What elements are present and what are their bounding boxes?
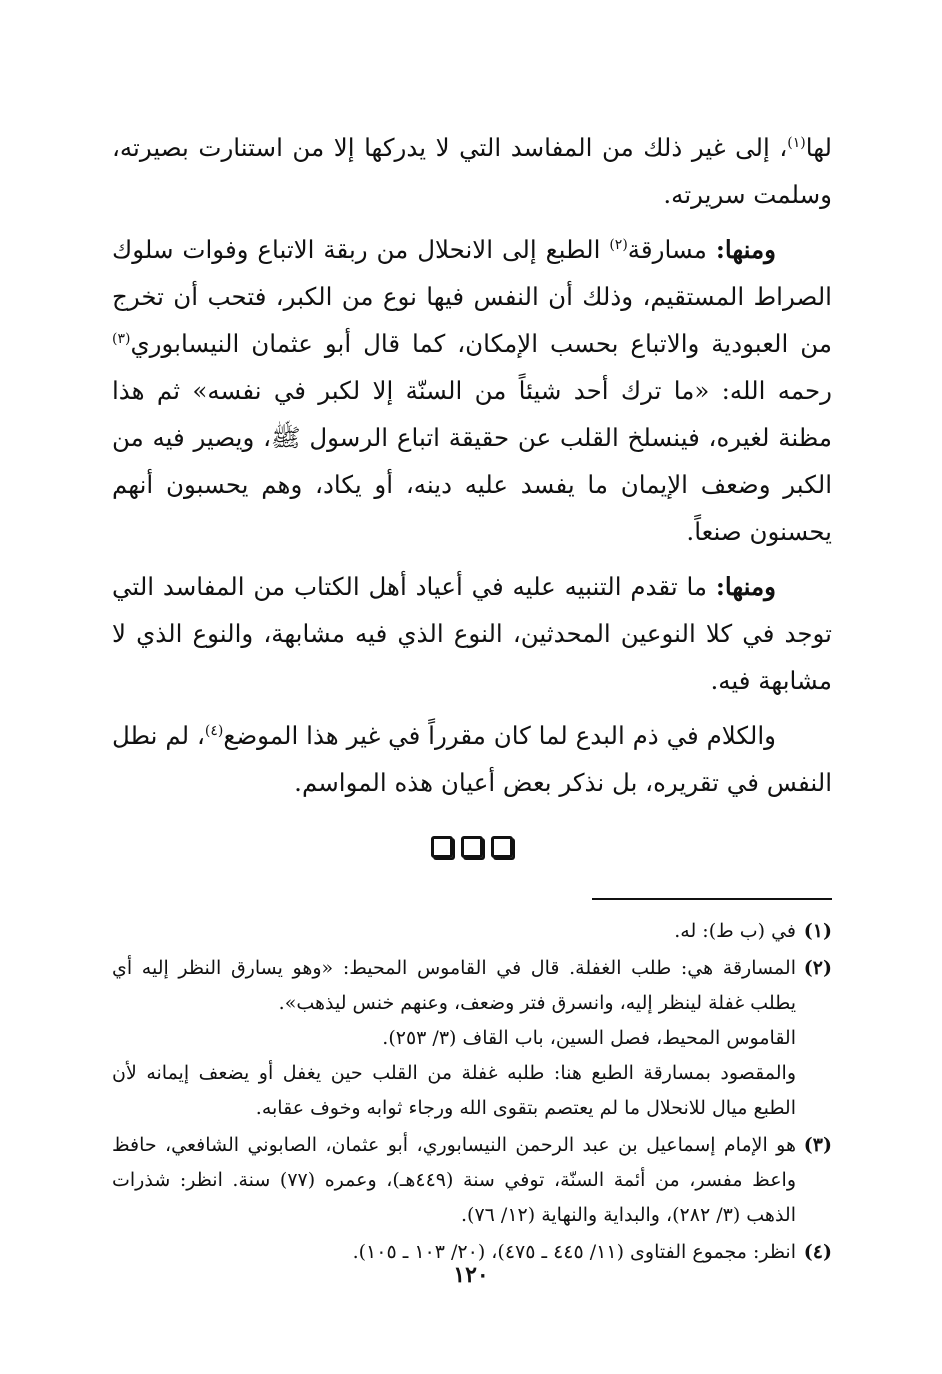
main-text bbox=[112, 124, 832, 806]
paragraph-lead: ومنها: bbox=[715, 572, 776, 601]
footnote-number: (١) bbox=[803, 920, 832, 942]
footnote-number: (٣) bbox=[803, 1134, 832, 1156]
section-separator bbox=[112, 836, 832, 858]
paragraph-1: لها$^{(١)}$، إلى غير ذلك من المفاسد التي لا يدركها إلا من استنارت بصيرته، وسلمت سريرته. bbox=[112, 133, 832, 209]
paragraph-3: ومنها: ما تقدم التنبيه عليه في أعياد أهل الكتاب من المفاسد التي توجد في كلا النوعين المحدثين، النوع الذي فيه مشابهة، والنوع الذي لا مشابهة فيه. bbox=[112, 572, 832, 695]
square-ornament-icon bbox=[431, 836, 453, 858]
paragraph-lead: ومنها: bbox=[715, 235, 777, 264]
footnote-number: (٢) bbox=[803, 957, 832, 979]
footnote-ref-2[interactable]: (٢) bbox=[609, 236, 628, 253]
paragraph-4: والكلام في ذم البدع لما كان مقرراً في غير هذا الموضع$^{(٤)}$، لم نطل النفس في تقريره، بل نذكر بعض أعيان هذه المواسم. bbox=[112, 721, 832, 797]
footnote-text: القاموس المحيط، فصل السين، باب القاف (٣/ ٢٥٣). bbox=[382, 1027, 796, 1049]
footnote-text: انظر: مجموع الفتاوى (١١/ ٤٤٥ ـ ٤٧٥)، (٢٠/ ١٠٣ ـ ١٠٥). bbox=[352, 1241, 796, 1263]
footnote-3 bbox=[112, 1128, 832, 1233]
footnote-2 bbox=[112, 951, 832, 1126]
footnote-divider bbox=[592, 898, 832, 900]
footnotes bbox=[112, 914, 832, 1270]
footnote-ref-3[interactable]: (٣) bbox=[112, 330, 131, 347]
page-number: ١٢٠ bbox=[453, 1262, 489, 1288]
footnote-text: في (ب ط): له. bbox=[674, 920, 796, 942]
footnote-ref-4[interactable]: (٤) bbox=[204, 722, 224, 739]
footnote-text: هو الإمام إسماعيل بن عبد الرحمن النيسابوري، أبو عثمان، الصابوني الشافعي، حافظ واعظ مفسر، من أئمة السنّة، توفي سنة (٤٤٩هـ)، وعمره (٧٧) سنة. انظر: شذرات الذهب (٣/ ٢٨٢)، والبداية والنهاية (١٢/ ٧٦). bbox=[112, 1134, 796, 1226]
square-ornament-icon bbox=[491, 836, 513, 858]
paragraph-2: ومنها: مسارقة$^{(٢)}$ الطبع إلى الانحلال من ربقة الاتباع وفوات سلوك الصراط المستقيم، وذلك أن النفس فيها نوع من الكبر، فتحب أن تخرج من العبودية والاتباع بحسب الإمكان، كما قال أبو عثمان النيسابوري$^{(٣)}$ رحمه الله: «ما ترك أحد شيئاً من السنّة إلا لكبر في نفسه» ثم هذا مظنة لغيره، فينسلخ القلب عن حقيقة اتباع الرسول ﷺ، ويصير فيه من الكبر وضعف الإيمان ما يفسد عليه دينه، أو يكاد، وهم يحسبون أنهم يحسنون صنعاً. bbox=[112, 235, 832, 546]
footnote-number: (٤) bbox=[803, 1241, 832, 1263]
footnote-1 bbox=[112, 914, 832, 949]
footnote-ref-1[interactable]: (١) bbox=[787, 134, 806, 151]
footnote-text: والمقصود بمسارقة الطبع هنا: طلبه غفلة من القلب حين يغفل أو يضعف إيمانه لأن الطبع ميال للانحلال ما لم يعتصم بتقوى الله ورجاء ثوابه وخوف عقابه. bbox=[112, 1062, 796, 1119]
square-ornament-icon bbox=[461, 836, 483, 858]
footnote-text: المسارقة هي: طلب الغفلة. قال في القاموس المحيط: «وهو يسارق النظر إليه أي يطلب غفلة لينظر إليه، وانسرق فتر وضعف، وعنهم خنس ليذهب». bbox=[112, 957, 796, 1014]
